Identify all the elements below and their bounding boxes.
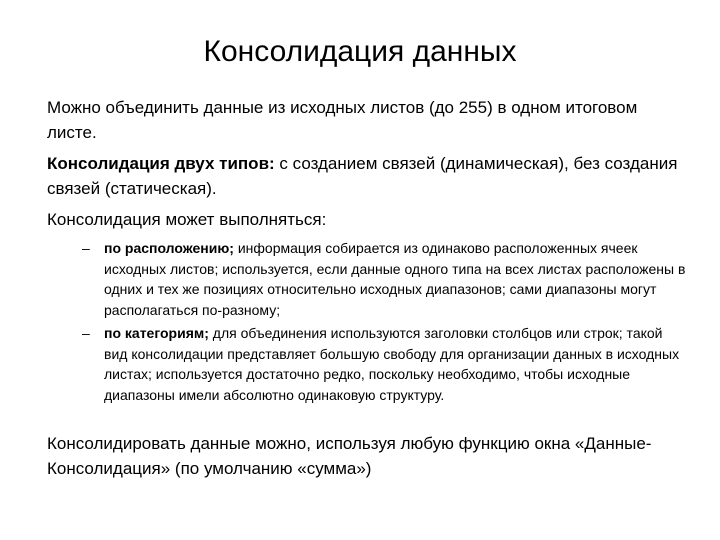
list-item-label: по категориям; — [104, 325, 209, 341]
modes-list — [47, 238, 687, 405]
types-label: Консолидация двух типов: — [47, 154, 275, 173]
dash-marker: – — [82, 240, 90, 256]
slide-body — [47, 95, 687, 487]
list-item — [47, 323, 687, 405]
list-item-text: информация собирается из одинаково расположенных ячеек исходных листов; используется, если данные одного типа на всех листах расположены в одних и тех же позициях относительно исходных диапазонов; сами диапазоны могут располагаться по-разному; — [104, 240, 686, 318]
dash-marker: – — [82, 325, 90, 341]
paragraph-modes: Консолидация может выполняться: — [47, 210, 327, 229]
list-item — [47, 238, 687, 320]
types-text: с созданием связей (динамическая), без создания связей (статическая). — [47, 154, 678, 198]
paragraph-function: Консолидировать данные можно, используя любую функцию окна «Данные-Консолидация» (по умолчанию «сумма») — [47, 434, 652, 478]
list-item-label: по расположению; — [104, 240, 234, 256]
slide-title: Консолидация данных — [203, 35, 517, 68]
paragraph-sources: Можно объединить данные из исходных листов (до 255) в одном итоговом листе. — [47, 98, 638, 142]
list-item-text: для объединения используются заголовки столбцов или строк; такой вид консолидации представляет большую свободу для организации данных в исходных листах; используется достаточно редко, поскольку необходимо, чтобы исходные диапазоны имели абсолютно одинаковую структуру. — [104, 325, 680, 403]
paragraph-types — [47, 151, 687, 201]
